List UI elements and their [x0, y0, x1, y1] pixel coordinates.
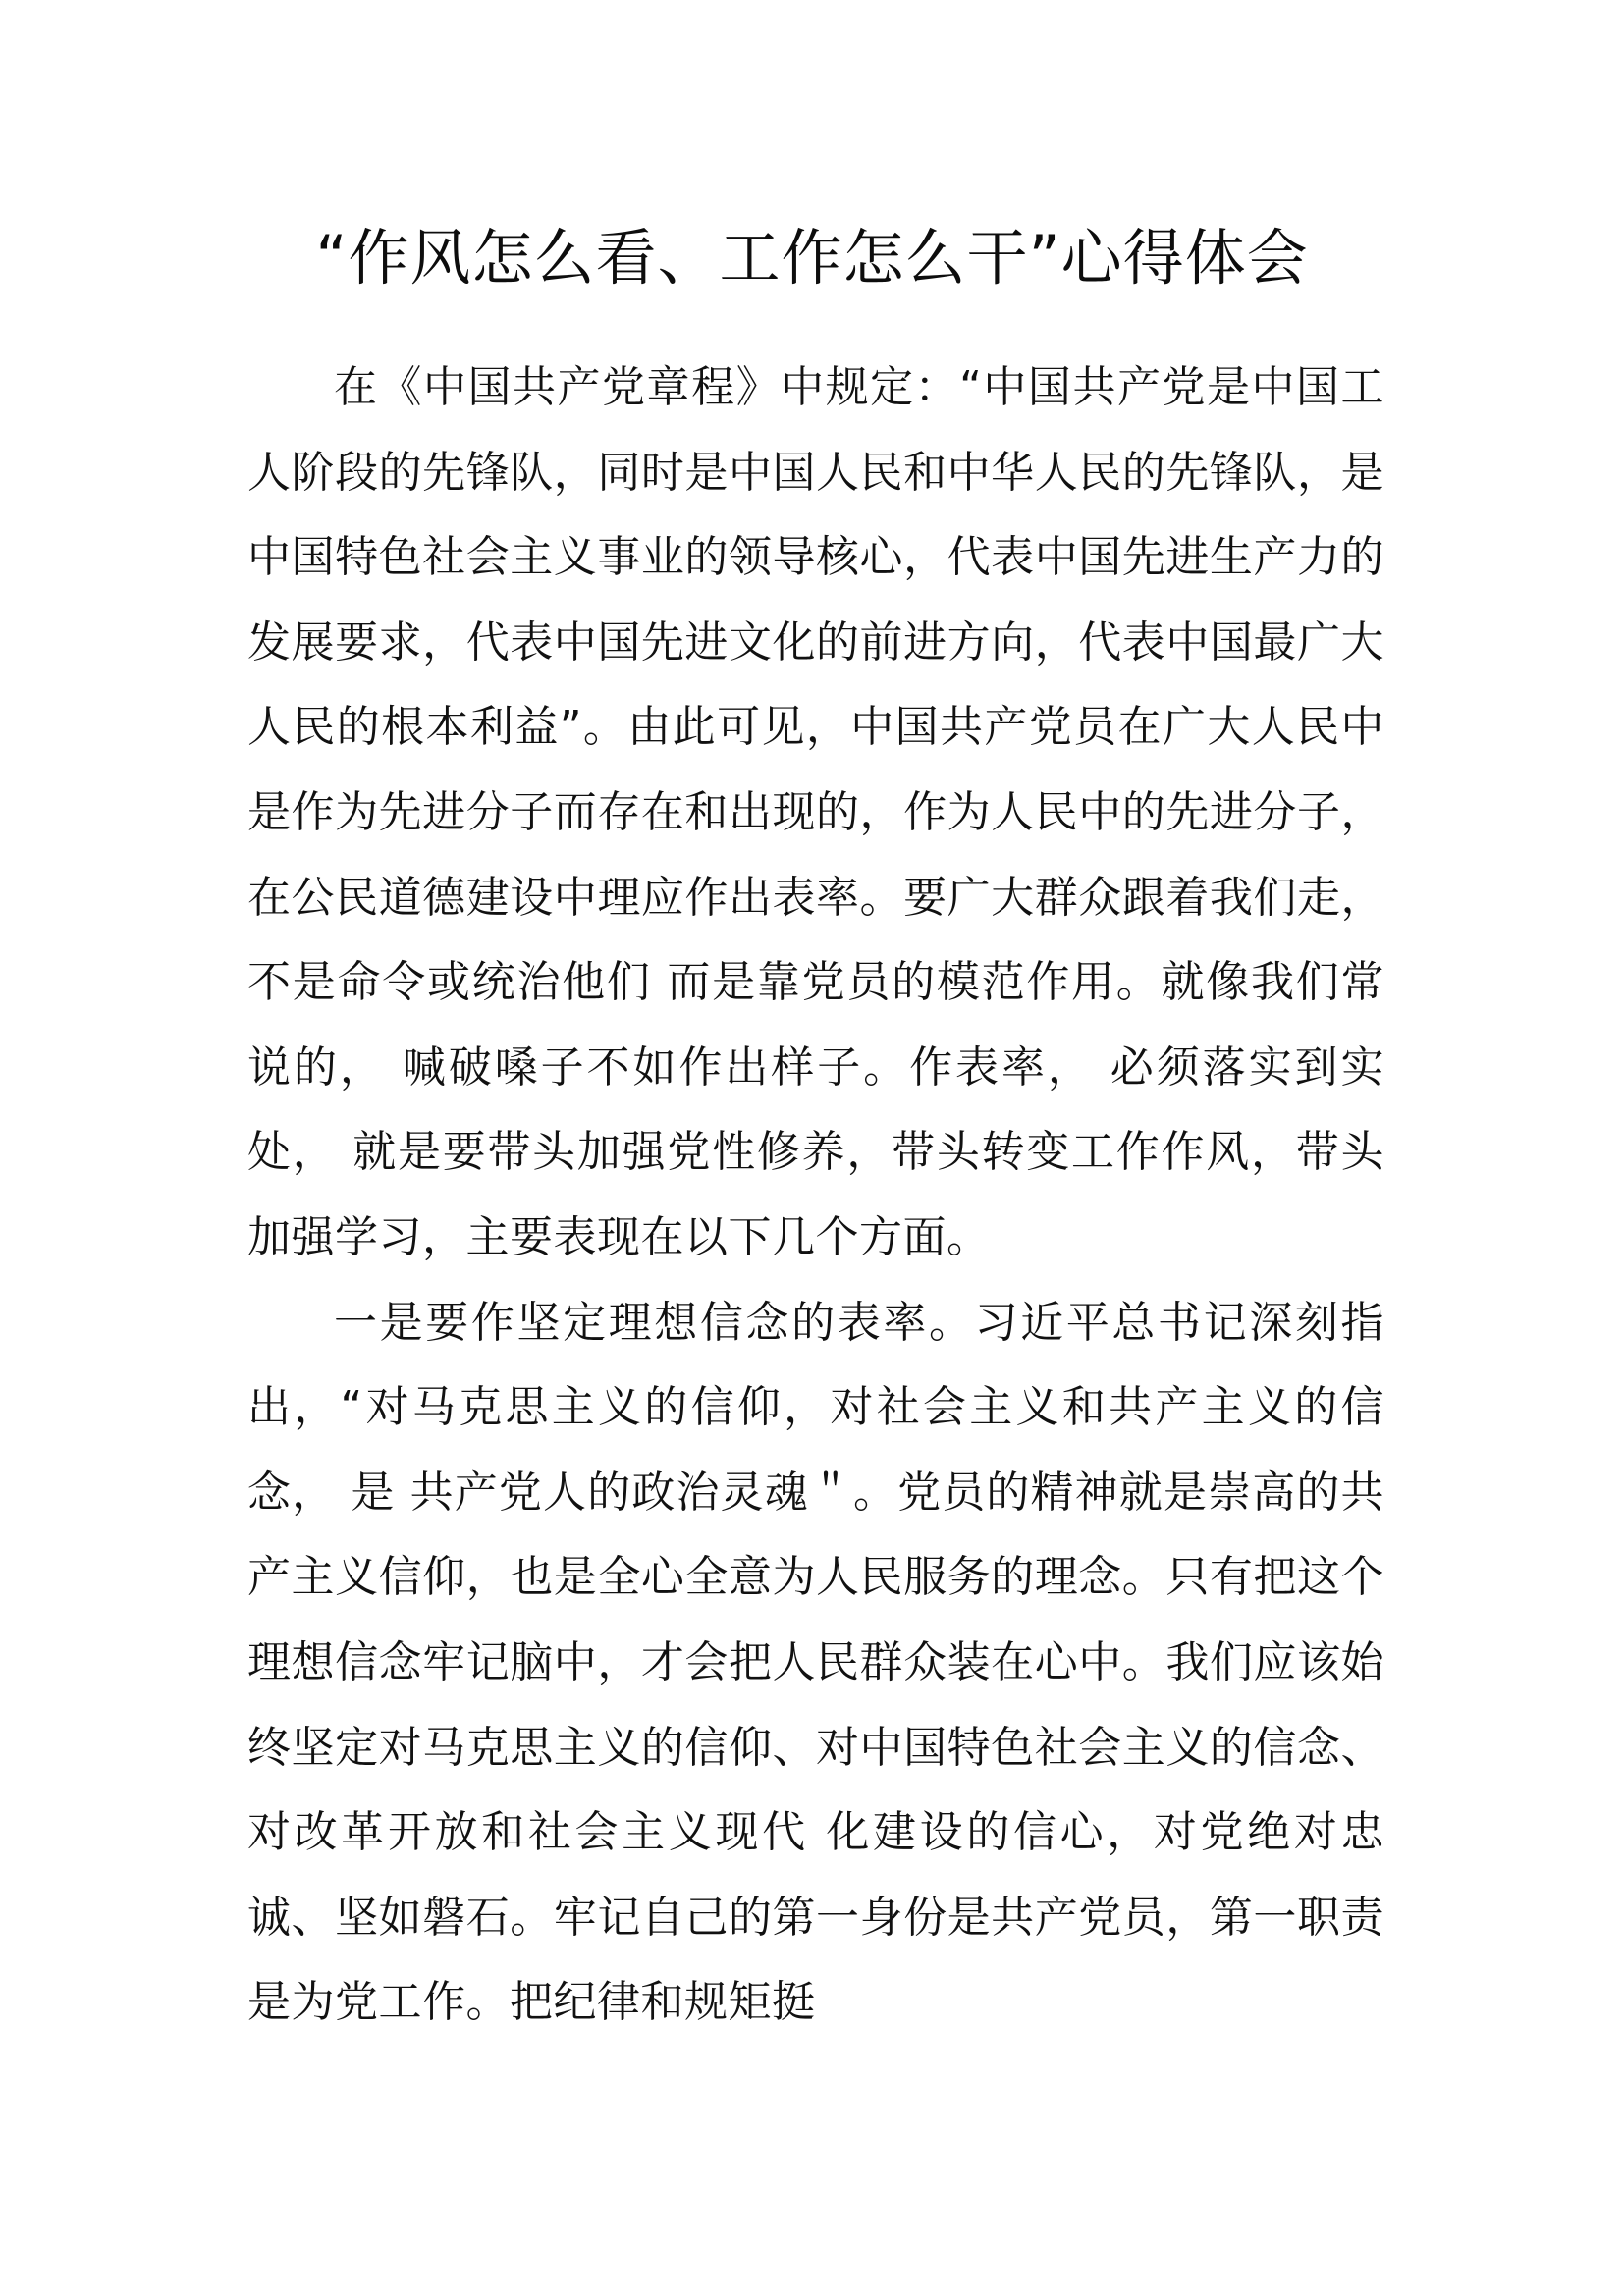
document-title: “作风怎么看、工作怎么干”心得体会	[315, 222, 1309, 294]
document-body	[247, 346, 1384, 2046]
paragraph-2: 一是要作坚定理想信念的表率。习近平总书记深刻指出，“对马克思主义的信仰，对社会主义和共产主义的信念， 是 共产党人的政治灵魂＂。党员的精神就是崇高的共产主义信仰，也是全心全意为人民服务的理念。只有把这个理想信念牢记脑中，才会把人民群众装在心中。我们应该始终坚定对马克思主义的信仰、对中国特色社会主义的信念、对改革开放和社会主义现代 化建设的信心，对党绝对忠诚、坚如磐石。牢记自己的第一身份是共产党员，第一职责是为党工作。把纪律和规矩挺	[247, 1297, 1384, 2028]
paragraph-1: 在《中国共产党章程》中规定：“中国共产党是中国工人阶段的先锋队，同时是中国人民和中华人民的先锋队，是中国特色社会主义事业的领导核心，代表中国先进生产力的发展要求，代表中国先进文化的前进方向，代表中国最广大人民的根本利益”。由此可见，中国共产党员在广大人民中是作为先进分子而存在和出现的，作为人民中的先进分子，在公民道德建设中理应作出表率。要广大群众跟着我们走，不是命令或统治他们 而是靠党员的模范作用。就像我们常说的， 喊破嗓子不如作出样子。作表率， 必须落实到实处， 就是要带头加强党性修养，带头转变工作作风，带头加强学习，主要表现在以下几个方面。	[247, 362, 1384, 1262]
